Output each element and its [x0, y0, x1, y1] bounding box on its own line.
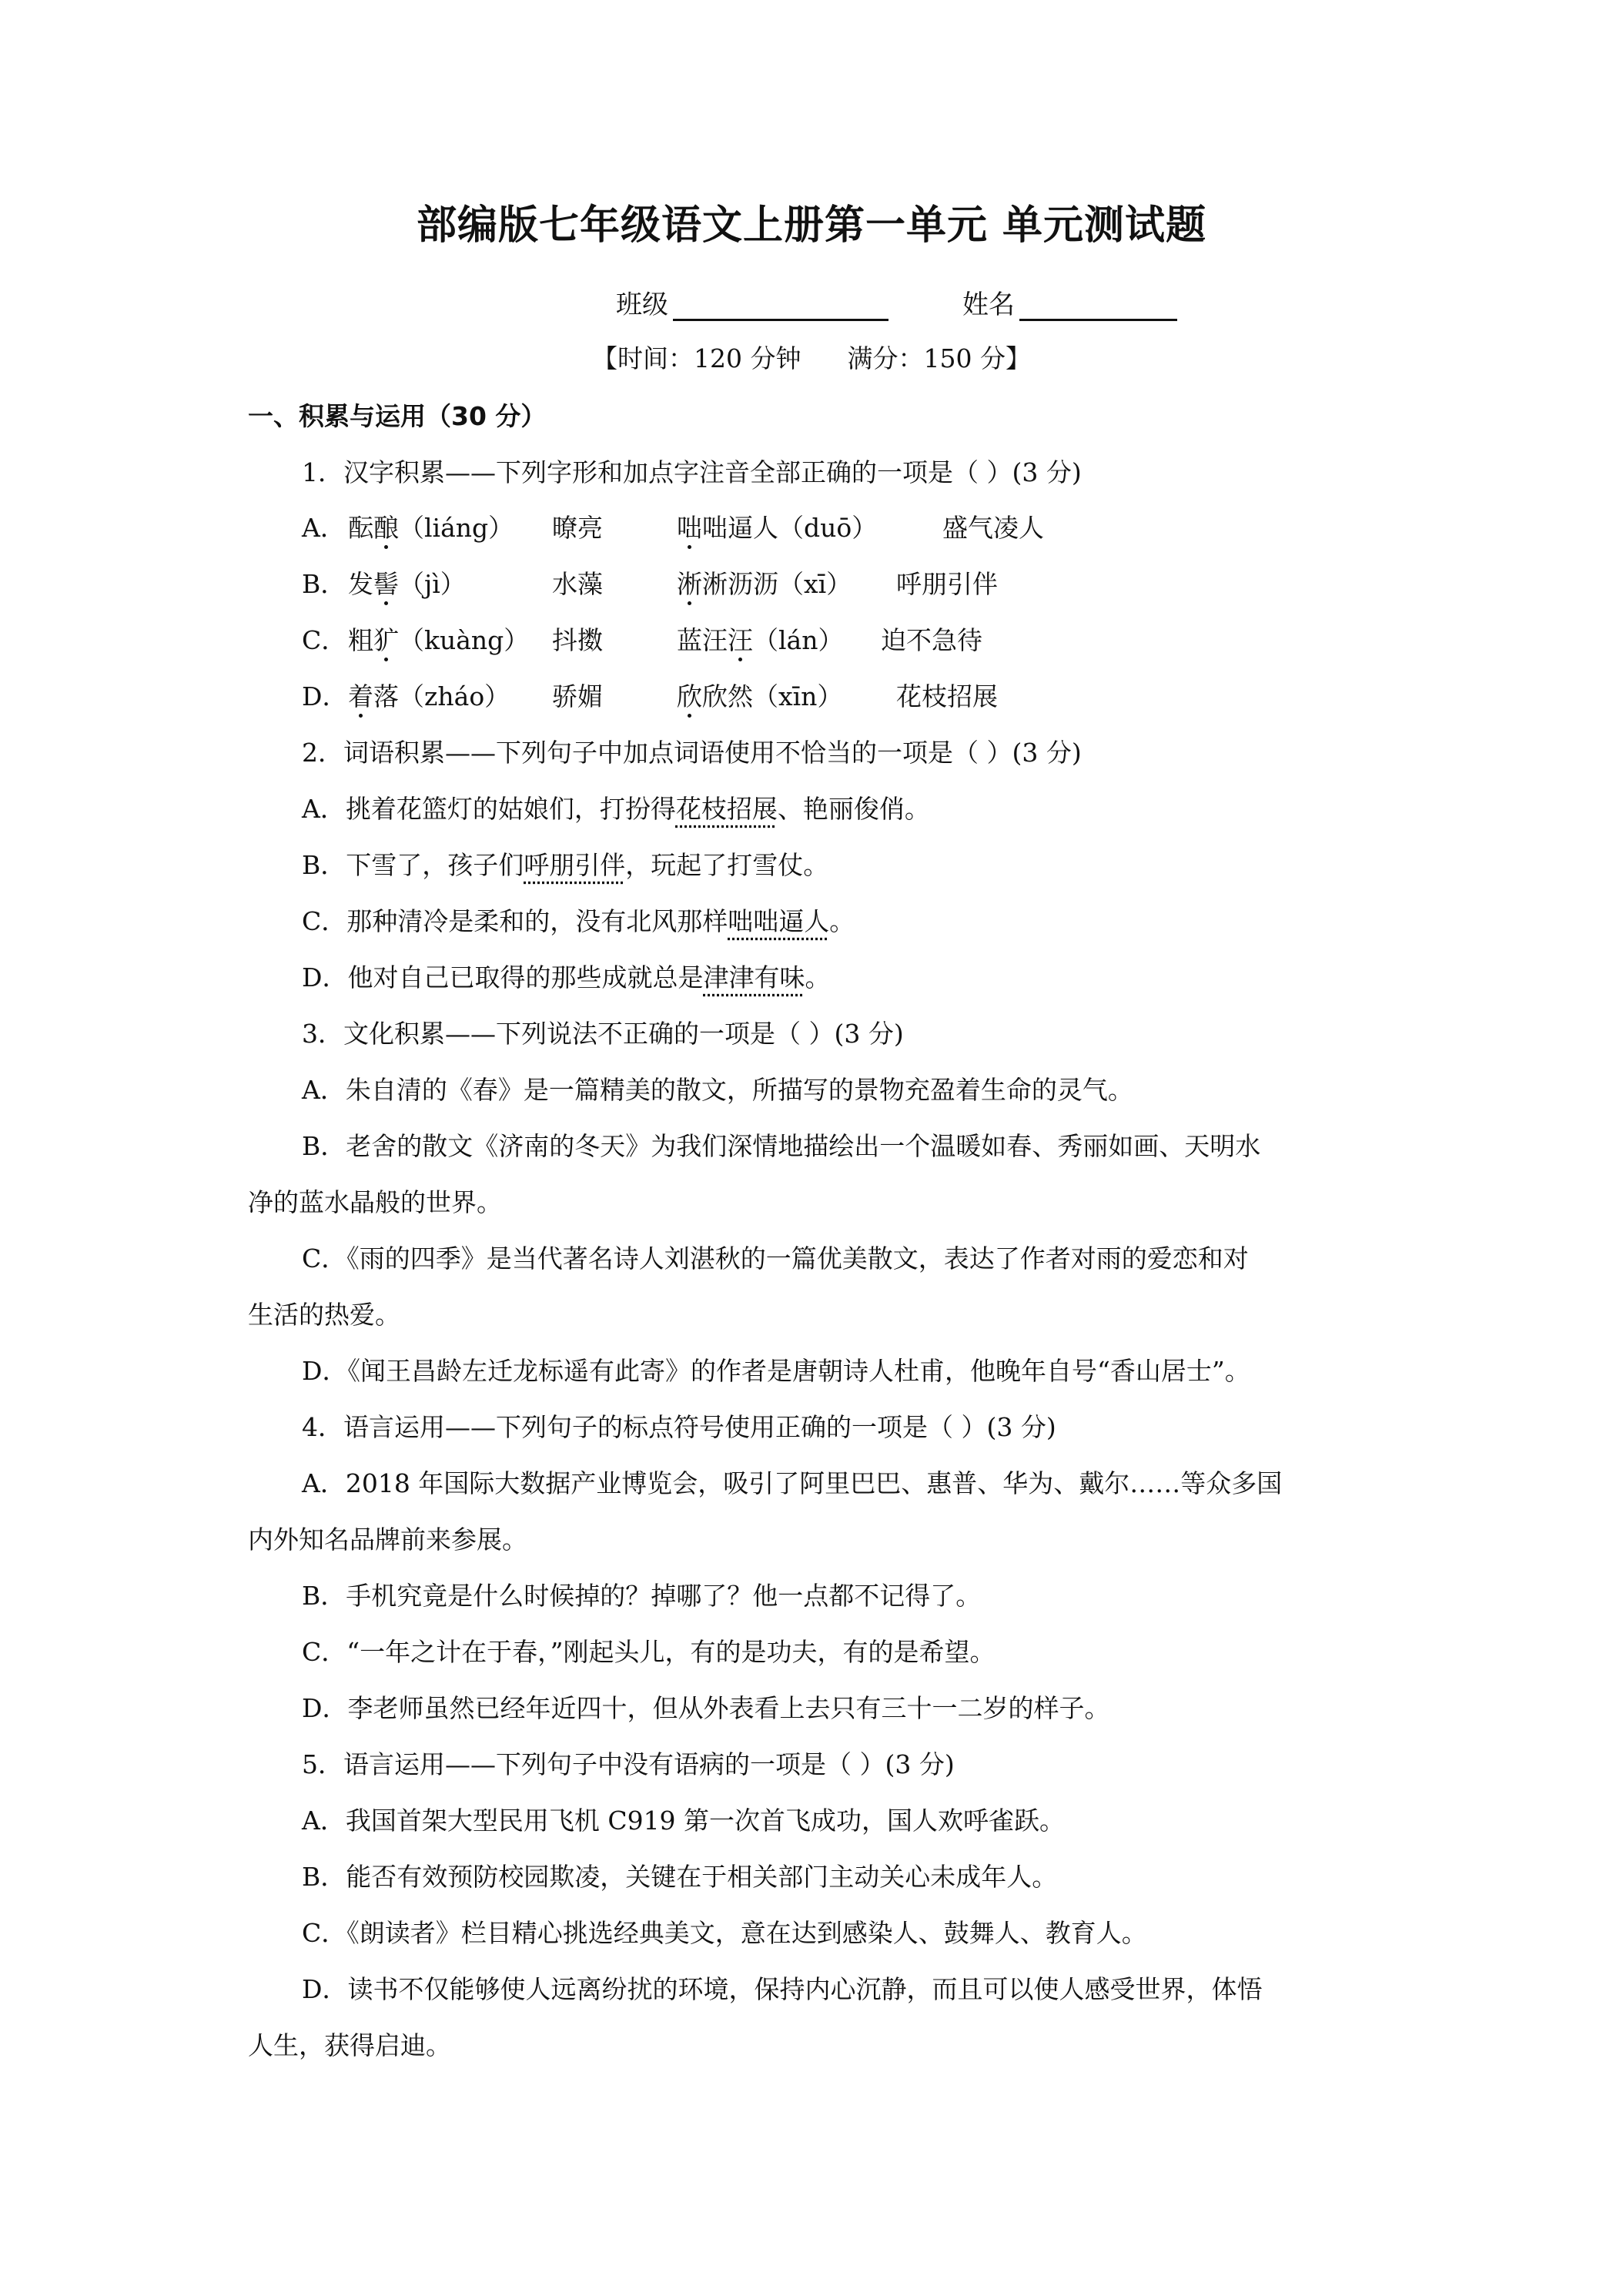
q2-option-b: B．下雪了，孩子们呼朋引伴，玩起了打雪仗。 [302, 850, 829, 880]
name-label: 姓名 [962, 290, 1015, 320]
q1-stem: 1．汉字积累——下列字形和加点字注音全部正确的一项是（ ）(3 分) [302, 457, 1082, 487]
q3-stem: 3．文化积累——下列说法不正确的一项是（ ）(3 分) [302, 1019, 904, 1049]
dotted-word: 咄咄逼人 [728, 906, 830, 936]
q5-option-a: A．我国首架大型民用飞机 C919 第一次首飞成功，国人欢呼雀跃。 [302, 1806, 1066, 1836]
dotted-word: 呼朋引伴 [524, 850, 626, 880]
q2-option-c: C．那种清冷是柔和的，没有北风那样咄咄逼人。 [302, 906, 855, 936]
q5-option-d-line2: 人生，获得启迪。 [248, 2030, 451, 2060]
score-info: 满分：150 分】 [847, 343, 1031, 373]
q5-option-c: C．《朗读者》栏目精心挑选经典美文，意在达到感染人、鼓舞人、教育人。 [302, 1918, 1147, 1948]
q1-option-d: D．着落（zháo） 骄媚 欣欣然（xīn） 花枝招展 [302, 681, 998, 711]
q3-option-c-line1: C．《雨的四季》是当代著名诗人刘湛秋的一篇优美散文，表达了作者对雨的爱恋和对 [302, 1243, 1249, 1274]
q1-option-c: C．粗犷（kuàng） 抖擞 蓝汪汪（lán） 迫不急待 [302, 625, 982, 655]
q3-option-b-line2: 净的蓝水晶般的世界。 [248, 1187, 502, 1217]
q4-option-b: B．手机究竟是什么时候掉的？掉哪了？他一点都不记得了。 [302, 1581, 982, 1611]
q5-option-b: B．能否有效预防校园欺凌，关键在于相关部门主动关心未成年人。 [302, 1862, 1058, 1892]
page-title: 部编版七年级语文上册第一单元 单元测试题 [416, 202, 1207, 249]
q3-option-c-line2: 生活的热爱。 [248, 1300, 400, 1330]
q3-option-b-line1: B．老舍的散文《济南的冬天》为我们深情地描绘出一个温暖如春、秀丽如画、天明水 [302, 1131, 1261, 1161]
name-blank[interactable] [1019, 293, 1177, 321]
q4-stem: 4．语言运用——下列句子的标点符号使用正确的一项是（ ）(3 分) [302, 1412, 1056, 1442]
class-field [616, 283, 888, 321]
class-blank[interactable] [673, 293, 888, 321]
time-info: 【时间：120 分钟 [592, 343, 801, 373]
q2-option-d: D．他对自己已取得的那些成就总是津津有味。 [302, 962, 831, 992]
dotted-word: 花枝招展 [675, 794, 778, 824]
exam-meta [0, 339, 1623, 375]
class-label: 班级 [616, 290, 668, 320]
q5-stem: 5．语言运用——下列句子中没有语病的一项是（ ）(3 分) [302, 1749, 955, 1779]
q2-stem: 2．词语积累——下列句子中加点词语使用不恰当的一项是（ ）(3 分) [302, 738, 1082, 768]
section-heading: 一、积累与运用（30 分） [248, 401, 547, 431]
q1-option-b: B．发髻（jì） 水藻 淅淅沥沥（xī） 呼朋引伴 [302, 569, 998, 599]
q4-option-a-line1: A．2018 年国际大数据产业博览会，吸引了阿里巴巴、惠普、华为、戴尔……等众多国 [302, 1468, 1283, 1498]
q4-option-c: C．“一年之计在于春，”刚起头儿，有的是功夫，有的是希望。 [302, 1637, 996, 1667]
q4-option-a-line2: 内外知名品牌前来参展。 [248, 1525, 527, 1555]
q3-option-d: D．《闻王昌龄左迁龙标遥有此寄》的作者是唐朝诗人杜甫，他晚年自号“香山居士”。 [302, 1356, 1250, 1386]
q2-option-a: A．挑着花篮灯的姑娘们，打扮得花枝招展、艳丽俊俏。 [302, 794, 930, 824]
q3-option-a: A．朱自清的《春》是一篇精美的散文，所描写的景物充盈着生命的灵气。 [302, 1075, 1133, 1105]
name-field [962, 283, 1177, 321]
q1-option-a: A．酝酿（liáng） 暸亮 咄咄逼人（duō） 盛气凌人 [302, 513, 1044, 543]
dotted-word: 津津有味 [703, 962, 805, 992]
q4-option-d: D．李老师虽然已经年近四十，但从外表看上去只有三十一二岁的样子。 [302, 1693, 1110, 1723]
q5-option-d-line1: D．读书不仅能够使人远离纷扰的环境，保持内心沉静，而且可以使人感受世界，体悟 [302, 1974, 1263, 2004]
